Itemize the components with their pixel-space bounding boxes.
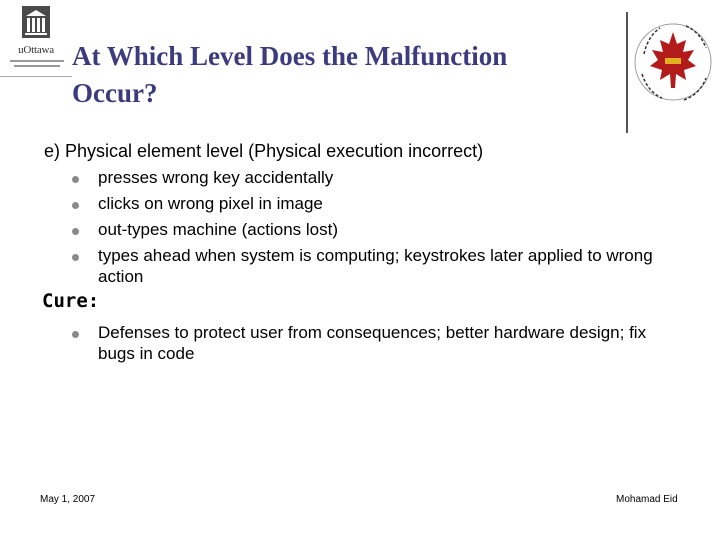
university-wordmark: uOttawa — [18, 44, 54, 56]
header-divider-left — [0, 76, 72, 77]
bullet-icon — [72, 331, 79, 338]
list-item: presses wrong key accidentally — [70, 167, 658, 189]
slide-title-line-1: At Which Level Does the Malfunction — [72, 41, 508, 71]
list-item: Defenses to protect user from consequences; better hardware design; fix bugs in code — [70, 322, 658, 365]
header-divider-right — [626, 12, 628, 133]
cure-bullet-list — [70, 322, 658, 369]
logo-subtext-line — [14, 65, 60, 67]
section-heading: e) Physical element level (Physical execution incorrect) — [44, 141, 484, 161]
university-building-icon — [4, 6, 68, 42]
footer-author: Mohamad Eid — [616, 494, 678, 505]
list-item: clicks on wrong pixel in image — [70, 193, 658, 215]
list-item: out-types machine (actions lost) — [70, 219, 658, 241]
university-logo — [4, 6, 68, 72]
bullet-icon — [72, 228, 79, 235]
bullet-icon — [72, 176, 79, 183]
slide-title-line-2: Occur? — [72, 78, 158, 108]
bullet-list — [70, 167, 658, 292]
bullet-icon — [72, 254, 79, 261]
footer-date: May 1, 2007 — [40, 494, 96, 505]
maple-leaf-lab-logo — [630, 14, 716, 110]
slide-title — [72, 38, 592, 112]
bullet-icon — [72, 202, 79, 209]
list-item: types ahead when system is computing; keystrokes later applied to wrong action — [70, 245, 658, 288]
logo-subtext-line — [10, 60, 64, 62]
cure-label: Cure: — [42, 290, 100, 312]
